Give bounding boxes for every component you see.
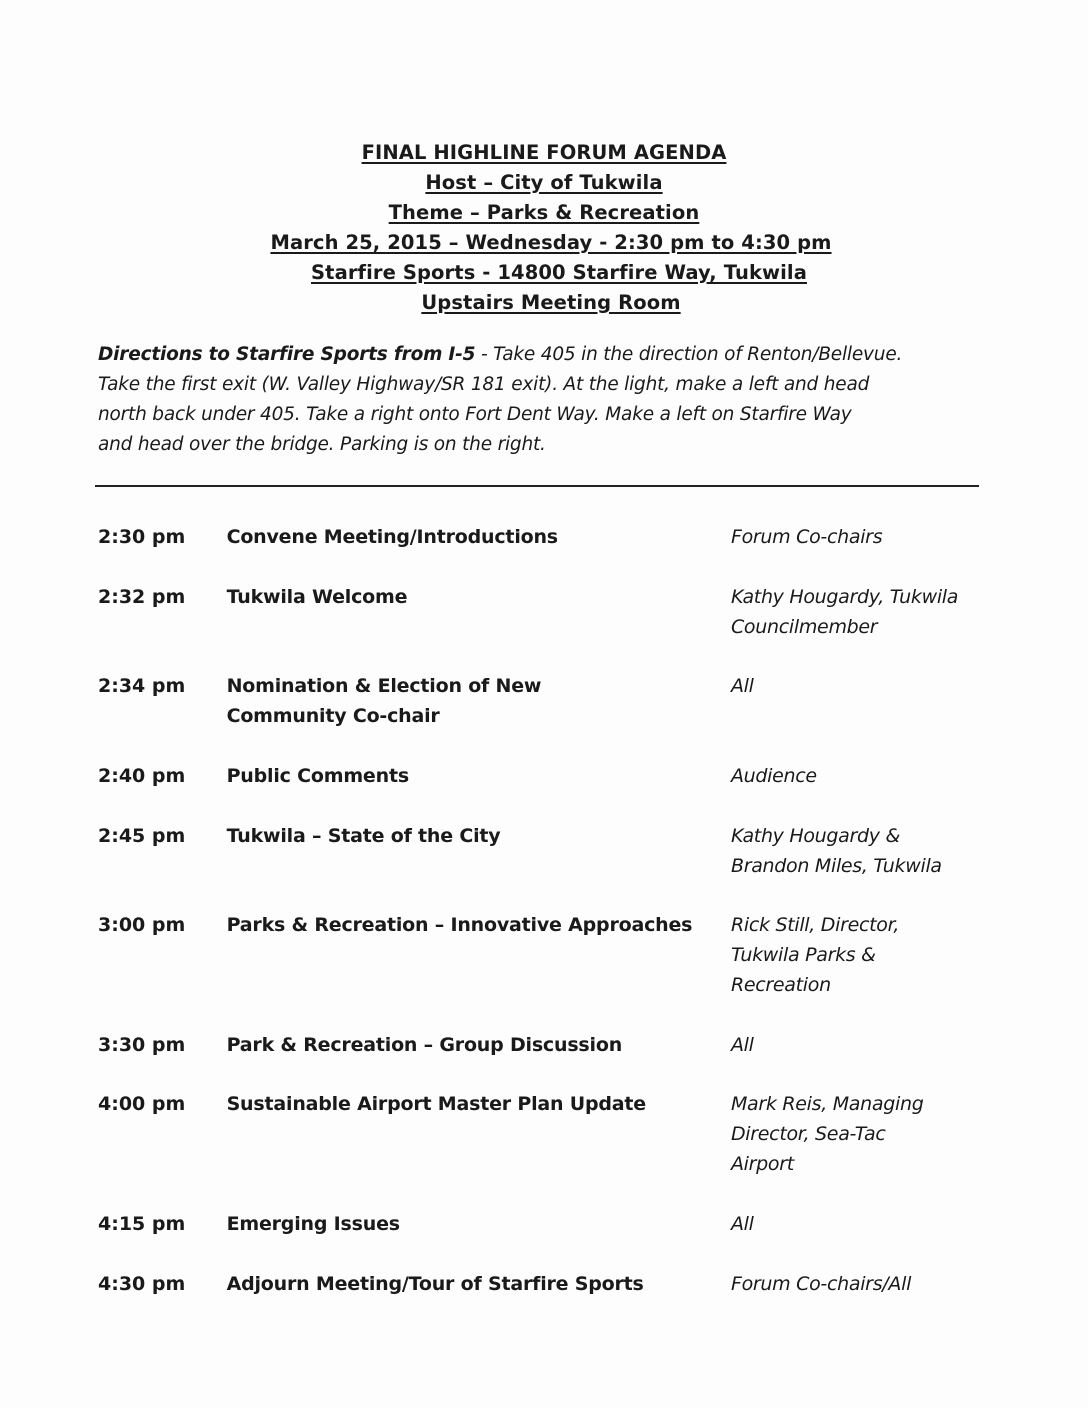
agenda-presenter-line: Tukwila Parks & xyxy=(730,944,876,966)
agenda-time: 2:30 pm xyxy=(98,526,186,548)
host-line xyxy=(0,168,1088,198)
agenda-item-line: Sustainable Airport Master Plan Update xyxy=(226,1093,646,1115)
title-line xyxy=(0,138,1088,168)
agenda-time: 3:00 pm xyxy=(98,914,186,936)
agenda-item xyxy=(227,1269,731,1299)
agenda-presenter-line: Airport xyxy=(730,1153,794,1175)
agenda-presenter xyxy=(731,671,998,701)
agenda-presenter-line: Forum Co-chairs xyxy=(730,526,883,548)
agenda-row xyxy=(98,582,998,642)
agenda-presenter-line: Councilmember xyxy=(730,616,878,638)
agenda-row xyxy=(98,910,998,1000)
agenda-row xyxy=(98,1269,998,1299)
agenda-time: 2:34 pm xyxy=(98,675,186,697)
agenda-presenter xyxy=(731,582,998,642)
agenda-item xyxy=(227,582,731,612)
agenda-row xyxy=(98,671,998,731)
agenda-presenter-line: Mark Reis, Managing xyxy=(730,1093,924,1115)
directions-text: - Take 405 in the direction of Renton/Bellevue. xyxy=(475,344,903,365)
agenda-presenter-line: All xyxy=(730,675,754,697)
agenda-header xyxy=(0,138,1088,318)
theme-line xyxy=(0,198,1088,228)
directions-line: and head over the bridge. Parking is on the right. xyxy=(98,434,546,455)
agenda-time: 3:30 pm xyxy=(98,1034,186,1056)
agenda-item-line: Park & Recreation – Group Discussion xyxy=(226,1034,623,1056)
agenda-presenter xyxy=(731,1030,998,1060)
theme-text: Theme – Parks & Recreation xyxy=(388,201,700,224)
agenda-presenter-line: All xyxy=(730,1213,754,1235)
agenda-presenter-line: Audience xyxy=(730,765,817,787)
directions-line: north back under 405. Take a right onto Fort Dent Way. Make a left on Starfire Way xyxy=(98,404,852,425)
location-line xyxy=(0,258,1088,288)
agenda-presenter xyxy=(731,821,998,881)
agenda-row xyxy=(98,522,998,552)
date-line xyxy=(0,228,1088,258)
agenda-time: 2:40 pm xyxy=(98,765,186,787)
agenda-row xyxy=(98,1209,998,1239)
agenda-time: 2:45 pm xyxy=(98,825,186,847)
agenda-item-line: Convene Meeting/Introductions xyxy=(226,526,558,548)
agenda-item-line: Tukwila – State of the City xyxy=(226,825,501,847)
agenda-time: 4:00 pm xyxy=(98,1093,186,1115)
document-title: FINAL HIGHLINE FORUM AGENDA xyxy=(361,141,727,164)
directions-line: Take the first exit (W. Valley Highway/SR 181 exit). At the light, make a left and head xyxy=(98,374,870,395)
agenda-item xyxy=(227,522,731,552)
horizontal-divider xyxy=(95,485,979,487)
agenda-item xyxy=(227,1209,731,1239)
agenda-item-line: Community Co-chair xyxy=(226,705,440,727)
room-line xyxy=(0,288,1088,318)
agenda-item-line: Adjourn Meeting/Tour of Starfire Sports xyxy=(226,1273,644,1295)
agenda-time: 4:15 pm xyxy=(98,1213,186,1235)
agenda-presenter-line: Recreation xyxy=(730,974,831,996)
agenda-item xyxy=(227,1089,731,1119)
agenda-presenter-line: Rick Still, Director, xyxy=(730,914,900,936)
directions-paragraph xyxy=(98,340,998,460)
agenda-item xyxy=(227,821,731,851)
host-text: Host – City of Tukwila xyxy=(425,171,663,194)
directions-lead: Directions to Starfire Sports from I-5 xyxy=(98,344,476,365)
agenda-presenter-line: All xyxy=(730,1034,754,1056)
agenda-item xyxy=(227,761,731,791)
agenda-row xyxy=(98,761,998,791)
agenda-row xyxy=(98,1089,998,1179)
room-text: Upstairs Meeting Room xyxy=(421,291,681,314)
agenda-presenter xyxy=(731,1209,998,1239)
agenda-presenter-line: Forum Co-chairs/All xyxy=(730,1273,912,1295)
agenda-presenter-line: Brandon Miles, Tukwila xyxy=(730,855,942,877)
agenda-presenter-line: Director, Sea-Tac xyxy=(730,1123,886,1145)
agenda-row xyxy=(98,1030,998,1060)
directions-line xyxy=(98,340,998,370)
agenda-item-line: Tukwila Welcome xyxy=(226,586,408,608)
agenda-item xyxy=(227,910,731,940)
agenda-item xyxy=(227,671,731,731)
location-text: Starfire Sports - 14800 Starfire Way, Tukwila xyxy=(311,261,807,284)
agenda-item xyxy=(227,1030,731,1060)
agenda-item-line: Nomination & Election of New xyxy=(226,675,542,697)
agenda-item-line: Emerging Issues xyxy=(226,1213,400,1235)
agenda-presenter xyxy=(731,522,998,552)
agenda-presenter xyxy=(731,910,998,1000)
agenda-time: 4:30 pm xyxy=(98,1273,186,1295)
agenda-presenter-line: Kathy Hougardy & xyxy=(730,825,900,847)
agenda-presenter xyxy=(731,1269,998,1299)
agenda-presenter xyxy=(731,1089,998,1179)
agenda-time: 2:32 pm xyxy=(98,586,186,608)
agenda-presenter-line: Kathy Hougardy, Tukwila xyxy=(730,586,959,608)
agenda-item-line: Public Comments xyxy=(226,765,409,787)
agenda-presenter xyxy=(731,761,998,791)
date-time-text: March 25, 2015 – Wednesday - 2:30 pm to 4:30 pm xyxy=(270,231,832,254)
agenda-item-line: Parks & Recreation – Innovative Approaches xyxy=(226,914,693,936)
agenda-row xyxy=(98,821,998,881)
